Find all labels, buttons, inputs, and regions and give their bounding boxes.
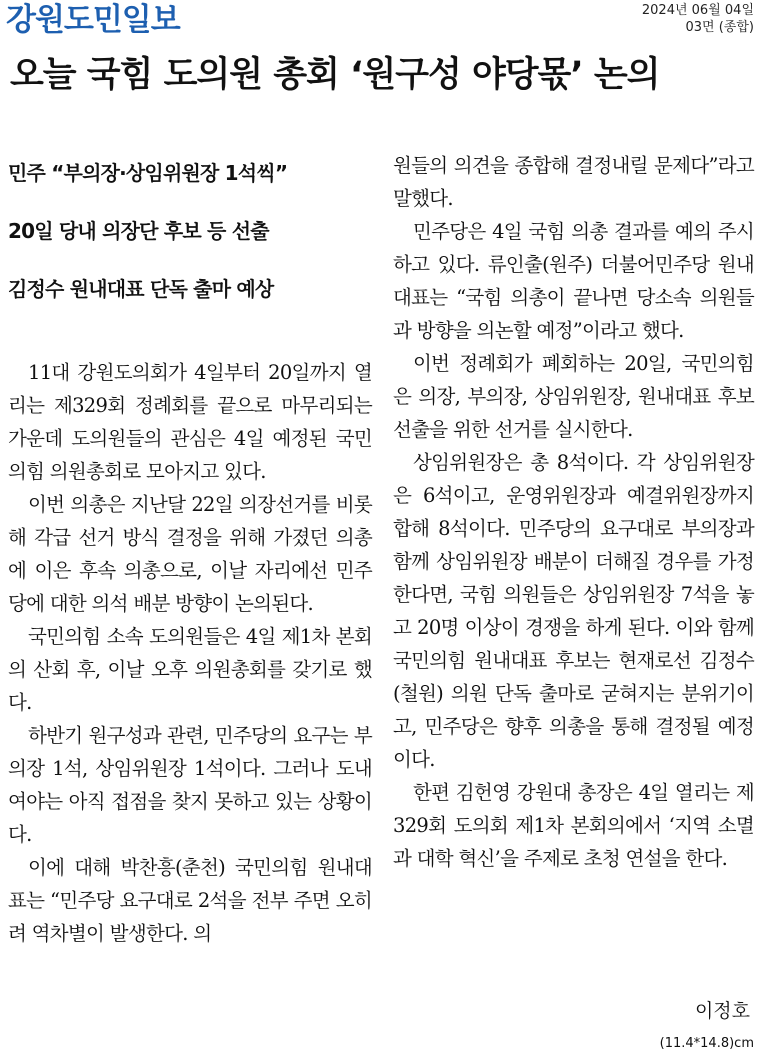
edition-date: 2024년 06월 04일 <box>641 3 754 18</box>
article-headline: 오늘 국힘 도의원 총회 ‘원구성 야당몫’ 논의 <box>10 55 660 95</box>
paragraph: 상임위원장은 총 8석이다. 각 상임위원장은 6석이고, 운영위원장과 예결위원장까지 합해 8석이다. 민주당의 요구대로 부의장과 함께 상임위원장 배분이 더해질 경우를 가정한다면, 국힘 의원들은 상임위원장 7석을 놓고 20명 이상이 경쟁을 하게 된다. 이와 함께 국민의힘 원내대표 후보는 현재로선 김정수(철원) 의원 단독 출마로 굳혀지는 분위기이고, 민주당은 향후 의총을 통해 결정될 예정이다. <box>393 451 754 771</box>
reporter-byline: 이정호 <box>694 1000 750 1022</box>
clipping-size-note: (11.4*14.8)cm <box>659 1036 754 1051</box>
edition-page: 03면 (종합) <box>685 20 754 35</box>
paragraph: 이번 정례회가 폐회하는 20일, 국민의힘은 의장, 부의장, 상임위원장, 원내대표 후보 선출을 위한 선거를 실시한다. <box>393 352 754 441</box>
paragraph: 11대 강원도의회가 4일부터 20일까지 열리는 제329회 정례회를 끝으로 마무리되는 가운데 도의원들의 관심은 4일 예정된 국민의힘 의원총회로 모아지고 있다. <box>8 361 372 483</box>
paragraph: 이번 의총은 지난달 22일 의장선거를 비롯해 각급 선거 방식 결정을 위해 가졌던 의총에 이은 후속 의총으로, 이날 자리에선 민주당에 대한 의석 배분 방향이 논의된다. <box>8 493 372 615</box>
paragraph: 민주당은 4일 국힘 의총 결과를 예의 주시하고 있다. 류인출(원주) 더불어민주당 원내대표는 “국힘 의총이 끝나면 당소속 의원들과 방향을 의논할 예정”이라고 했다. <box>393 220 754 342</box>
article-subheads <box>8 144 372 318</box>
article-body-right-column <box>393 149 754 875</box>
article-body-left-column <box>8 356 372 950</box>
subhead: 김정수 원내대표 단독 출마 예상 <box>8 277 274 301</box>
newspaper-masthead: 강원도민일보 <box>6 2 180 38</box>
paragraph: 하반기 원구성과 관련, 민주당의 요구는 부의장 1석, 상임위원장 1석이다. 그러나 도내 여야는 아직 접점을 찾지 못하고 있는 상황이다. <box>8 724 372 846</box>
paragraph: 국민의힘 소속 도의원들은 4일 제1차 본회의 산회 후, 이날 오후 의원총회를 갖기로 했다. <box>8 625 372 714</box>
subhead: 민주 “부의장·상임위원장 1석씩” <box>8 161 288 185</box>
subhead: 20일 당내 의장단 후보 등 선출 <box>8 219 269 243</box>
edition-info <box>642 2 754 36</box>
paragraph: 이에 대해 박찬흥(춘천) 국민의힘 원내대표는 “민주당 요구대로 2석을 전부 주면 오히려 역차별이 발생한다. 의 <box>8 856 372 945</box>
paragraph: 한편 김헌영 강원대 총장은 4일 열리는 제329회 도의회 제1차 본회의에서 ‘지역 소멸과 대학 혁신’을 주제로 초청 연설을 한다. <box>393 781 754 870</box>
paragraph: 원들의 의견을 종합해 결정내릴 문제다”라고 말했다. <box>393 154 754 210</box>
